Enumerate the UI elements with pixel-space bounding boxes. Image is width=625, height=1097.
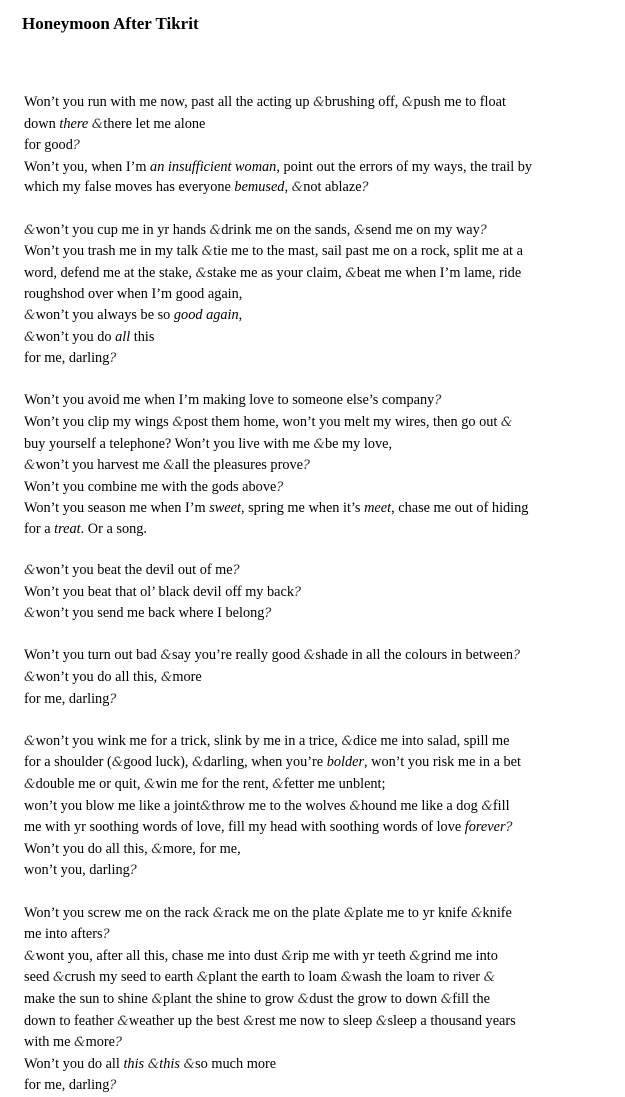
question-glyph: ? [294,584,302,600]
line-text: beat me when I’m lame, ride [356,264,522,281]
poem-line [24,582,599,604]
poem-line [24,839,599,861]
poem-line [24,817,599,839]
question-glyph: ? [302,458,310,474]
italic-text: bolder [326,754,365,771]
ampersand-glyph: & [353,222,366,238]
line-text: crush my seed to earth [64,969,197,986]
ampersand-glyph: & [160,670,173,686]
ampersand-glyph: & [341,733,354,749]
line-text: won’t you do [35,328,116,345]
ampersand-glyph: & [401,95,414,110]
question-glyph: ? [361,180,369,196]
ampersand-glyph: & [340,970,353,986]
ampersand-glyph: & [151,841,163,857]
line-text: for me, darling [24,690,110,707]
line-text: buy yourself a telephone? Won’t you live with me [24,435,314,452]
line-text: rack me on the plate [224,904,344,921]
question-glyph: ? [72,138,80,154]
line-text: won’t you, darling [24,862,130,879]
poem-line [24,1032,599,1054]
ampersand-glyph: & [147,1056,160,1072]
italic-text: an insufficient woman [150,158,277,175]
ampersand-glyph: & [117,1013,129,1029]
ampersand-glyph: & [151,991,164,1007]
poem-title: Honeymoon After Tikrit [22,14,199,33]
ampersand-glyph: & [143,777,156,792]
poem-line [24,689,599,711]
ampersand-glyph: & [483,970,496,986]
poem-line [24,924,599,946]
line-text: tie me to the mast, sail past me on a rock, split me at a [213,243,523,260]
question-glyph: ? [115,1035,122,1051]
ampersand-glyph: & [281,948,293,964]
poem-line [24,860,599,882]
line-text: . Or a song. [80,520,147,537]
line-text: , [238,306,243,323]
line-text: for good [24,137,73,154]
ampersand-glyph: & [24,670,36,686]
poem-line [24,284,599,305]
stanza-break [24,882,599,903]
line-text: , chase me out of hiding [391,500,529,517]
poem-line [24,560,599,582]
ampersand-glyph: & [24,222,36,238]
line-text: rest me now to sleep [254,1012,376,1029]
ampersand-glyph: & [349,798,361,814]
poem-line [24,348,599,370]
poem-line [24,177,599,199]
line-text: say you’re really good [171,647,304,664]
ampersand-glyph: & [163,458,175,474]
question-glyph: ? [513,648,521,664]
ampersand-glyph: & [183,1056,196,1072]
line-text: dice me into salad, spill me [353,732,510,749]
poem-line [24,135,599,157]
line-text: send me on my way [365,221,480,238]
poem-line [24,946,599,968]
ampersand-glyph: & [196,970,209,986]
line-text: for a [24,520,55,537]
stanza-break [24,199,599,220]
question-glyph: ? [129,863,137,879]
ampersand-glyph: & [160,648,172,664]
poem-line [24,305,599,327]
line-text: for a shoulder ( [24,754,112,771]
poem-line [24,327,599,349]
ampersand-glyph: & [201,244,214,260]
ampersand-glyph: & [74,1035,86,1051]
line-text: so much more [195,1055,277,1072]
ampersand-glyph: & [313,95,325,110]
line-text: , point out the errors of my ways, the trail by [276,158,533,175]
line-text: not ablaze [303,179,362,196]
line-text: won’t you blow me like a joint [24,797,201,814]
stanza-break [24,710,599,731]
ampersand-glyph: & [24,329,36,345]
poem-body [24,92,599,1097]
ampersand-glyph: & [192,755,204,771]
line-text: throw me to the wolves [211,797,350,814]
stanza-break [24,625,599,646]
poem-line [24,241,599,263]
italic-text: this [123,1055,145,1072]
line-text: me with yr soothing words of love, fill my head with soothing words of love [24,819,465,836]
line-text: won’t you do all this, [35,669,161,686]
ampersand-glyph: & [24,458,36,474]
ampersand-glyph: & [303,648,316,664]
ampersand-glyph: & [470,905,483,921]
line-text: won’t you always be so [35,306,174,323]
line-text: stake me as your claim, [207,264,346,281]
poem-line [24,114,599,136]
italic-text: forever [464,819,506,836]
line-text: plant the earth to loam [208,969,341,986]
line-text: knife [482,904,512,921]
italic-text: there [59,115,89,132]
ampersand-glyph: & [195,265,208,281]
line-text: , spring me when it’s [240,500,365,517]
ampersand-glyph: & [200,798,212,814]
line-text: with me [24,1034,75,1051]
line-text: Won’t you, when I’m [24,158,151,175]
line-text: double me or quit, [35,776,144,792]
question-glyph: ? [264,606,272,622]
line-text: Won’t you run with me now, past all the acting up [24,94,314,110]
line-text: more [85,1034,116,1051]
poem-line [24,667,599,689]
line-text: all the pleasures prove [174,457,303,474]
ampersand-glyph: & [24,563,36,579]
line-text: fill [492,797,510,814]
question-glyph: ? [434,393,442,409]
line-text: word, defend me at the stake, [24,264,196,281]
line-text: roughshod over when I’m good again, [24,286,243,303]
poem-line [24,390,599,412]
poem-line [24,263,599,285]
line-text: Won’t you season me when I’m [24,500,210,517]
poem-line [24,603,599,625]
question-glyph: ? [505,820,513,836]
line-text: won’t you wink me for a trick, slink by me in a trice, [35,732,342,749]
ampersand-glyph: & [91,116,104,132]
line-text: which my false moves has everyone [24,179,235,196]
ampersand-glyph: & [409,948,421,964]
line-text: , won’t you risk me in a bet [364,754,521,771]
italic-text: good again [173,306,239,323]
line-text: dust the grow to down [309,990,441,1007]
poem-line [24,731,599,753]
line-text: win me for the rent, [155,776,273,792]
line-text: good luck), [123,754,193,771]
line-text: won’t you send me back where I belong [35,605,265,622]
poem-line [24,455,599,477]
ampersand-glyph: & [500,414,513,430]
question-glyph: ? [102,927,110,943]
line-text: hound me like a dog [361,797,482,814]
ampersand-glyph: & [24,948,36,964]
italic-text: bemused [234,179,285,196]
question-glyph: ? [479,222,487,238]
stanza-break [24,370,599,391]
line-text: post them home, won’t you melt my wires, then go out [183,413,501,430]
poem-line [24,157,599,178]
line-text: drink me on the sands, [221,221,354,238]
line-text: wont you, after all this, chase me into dust [35,947,282,964]
poem-line [24,498,599,519]
ampersand-glyph: & [212,905,225,921]
line-text: down to feather [24,1012,118,1029]
line-text: grind me into [420,947,498,964]
line-text: for me, darling [24,350,110,367]
question-glyph: ? [109,1078,117,1094]
ampersand-glyph: & [375,1013,388,1029]
ampersand-glyph: & [297,991,310,1007]
ampersand-glyph: & [52,970,65,986]
poem-line [24,412,599,434]
line-text: won’t you beat the devil out of me [35,562,233,579]
ampersand-glyph: & [243,1013,255,1029]
line-text: push me to float [413,94,506,110]
stanza-break [24,539,599,560]
line-text: won’t you harvest me [35,457,164,474]
line-text: sleep a thousand years [387,1012,516,1029]
ampersand-glyph: & [111,755,124,771]
line-text: be my love, [324,435,393,452]
line-text: weather up the best [128,1012,244,1029]
poem-line [24,774,599,796]
line-text: Won’t you trash me in my talk [24,243,202,260]
ampersand-glyph: & [209,222,222,238]
poem-line [24,645,599,667]
line-text: seed [24,969,53,986]
ampersand-glyph: & [172,414,184,430]
ampersand-glyph: & [24,606,36,622]
line-text: more [172,669,202,686]
line-text: Won’t you clip my wings [24,413,173,430]
line-text: Won’t you do all [24,1055,124,1072]
line-text: brushing off, [324,94,402,110]
poem-line [24,752,599,774]
ampersand-glyph: & [291,180,304,196]
line-text: me into afters [24,926,103,943]
poem-line [24,220,599,242]
line-text: , [284,179,292,196]
line-text: rip me with yr teeth [292,947,410,964]
ampersand-glyph: & [313,436,325,452]
line-text: for me, darling [24,1077,110,1094]
poem-line [24,1011,599,1033]
question-glyph: ? [109,691,117,707]
ampersand-glyph: & [24,733,36,749]
line-text: shade in all the colours in between [315,647,514,664]
poem-line [24,92,599,114]
poem-line [24,796,599,818]
italic-text: meet [364,500,392,517]
ampersand-glyph: & [440,991,453,1007]
line-text: this [130,328,155,345]
line-text: down [24,115,60,132]
italic-text: treat [54,520,81,537]
line-text: Won’t you do all this, [24,840,152,857]
line-text: plant the shine to grow [163,990,298,1007]
poem-line [24,989,599,1011]
poem-line [24,519,599,540]
line-text: fill the [452,990,490,1007]
italic-text: all [115,328,131,345]
line-text: Won’t you screw me on the rack [24,904,213,921]
poem-line [24,967,599,989]
line-text: Won’t you avoid me when I’m making love to someone else’s company [24,392,435,409]
line-text: Won’t you beat that ol’ black devil off my back [24,583,295,600]
line-text: Won’t you turn out bad [24,647,161,664]
ampersand-glyph: & [24,307,36,323]
italic-text: this [159,1055,180,1072]
italic-text: sweet [209,500,241,517]
question-glyph: ? [232,563,240,579]
poem-line [24,1075,599,1097]
line-text: won’t you cup me in yr hands [35,221,210,238]
poem-line [24,477,599,499]
ampersand-glyph: & [343,905,356,921]
line-text: Won’t you combine me with the gods above [24,478,277,495]
question-glyph: ? [276,479,284,495]
question-glyph: ? [109,351,117,367]
ampersand-glyph: & [345,265,357,281]
line-text: make the sun to shine [24,990,152,1007]
poem-line [24,434,599,456]
line-text: wash the loam to river [352,969,484,986]
line-text: darling, when you’re [203,754,327,771]
line-text: plate me to yr knife [355,904,471,921]
ampersand-glyph: & [272,777,284,792]
line-text: more, for me, [162,840,241,857]
poem-line [24,903,599,925]
ampersand-glyph: & [24,777,36,792]
line-text: there let me alone [103,115,206,132]
line-text: fetter me unblent; [283,776,386,792]
ampersand-glyph: & [481,798,493,814]
